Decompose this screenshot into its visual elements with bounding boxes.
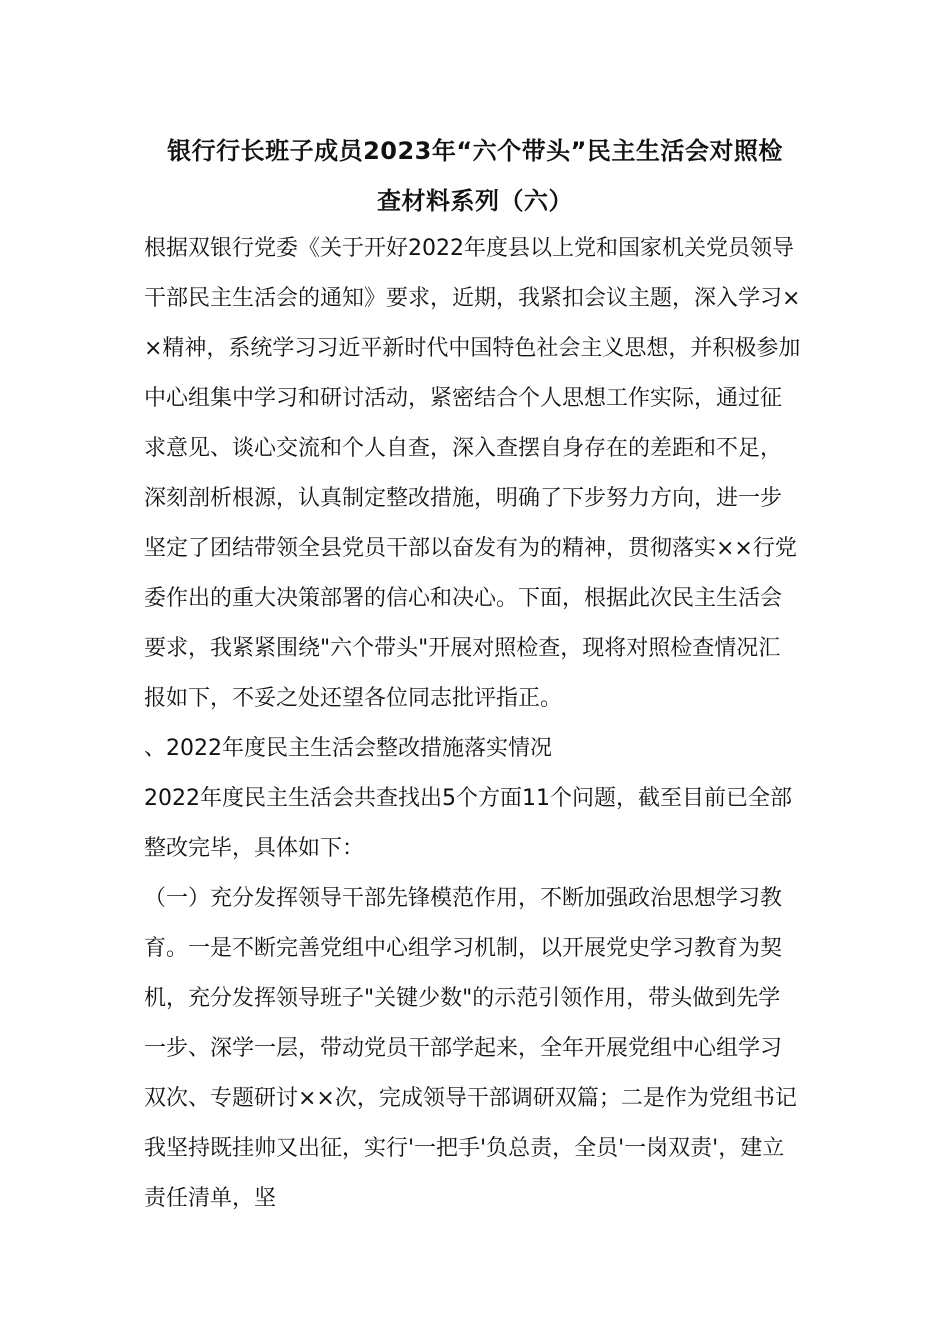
body-line: 育。一是不断完善党组中心组学习机制，以开展党史学习教育为契 [144, 936, 783, 961]
body-line: 要求，我紧紧围绕"六个带头"开展对照检查，现将对照检查情况汇 [144, 636, 781, 661]
body-line: 整改完毕，具体如下： [144, 836, 365, 861]
body-line: 报如下，不妥之处还望各位同志批评指正。 [144, 686, 563, 711]
body-line: 一步、深学一层，带动党员干部学起来，全年开展党组中心组学习 [144, 1036, 783, 1061]
body-line: 中心组集中学习和研讨活动，紧密结合个人思想工作实际，通过征 [144, 386, 783, 411]
body-line: 我坚持既挂帅又出征，实行'一把手'负总责，全员'一岗双责'，建立 [144, 1136, 785, 1161]
body-line: 坚定了团结带领全县党员干部以奋发有为的精神，贯彻落实××行党 [144, 536, 797, 561]
body-line: （一）充分发挥领导干部先锋模范作用，不断加强政治思想学习教 [144, 886, 783, 911]
document-body [144, 224, 814, 1224]
body-line: 根据双银行党委《关于开好2022年度县以上党和国家机关党员领导 [144, 236, 794, 261]
section-heading: 、2022年度民主生活会整改措施落实情况 [144, 736, 552, 761]
body-line: 双次、专题研讨××次，完成领导干部调研双篇；二是作为党组书记 [144, 1086, 797, 1111]
body-line: 求意见、谈心交流和个人自查，深入查摆自身存在的差距和不足， [144, 436, 783, 461]
document-title-line-2: 查材料系列（六） [377, 187, 573, 215]
body-line: 责任清单，坚 [144, 1186, 277, 1211]
body-line: 2022年度民主生活会共查找出5个方面11个问题，截至目前已全部 [144, 786, 792, 811]
document-title-line-1: 银行行长班子成员2023年“六个带头”民主生活会对照检 [167, 137, 783, 165]
body-line: 深刻剖析根源，认真制定整改措施，明确了下步努力方向，进一步 [144, 486, 783, 511]
body-line: 干部民主生活会的通知》要求，近期，我紧扣会议主题，深入学习× [144, 286, 801, 311]
body-line: 机，充分发挥领导班子"关键少数"的示范引领作用，带头做到先学 [144, 986, 781, 1011]
body-line: 委作出的重大决策部署的信心和决心。下面，根据此次民主生活会 [144, 586, 783, 611]
body-line: ×精神，系统学习习近平新时代中国特色社会主义思想，并积极参加 [144, 336, 801, 361]
